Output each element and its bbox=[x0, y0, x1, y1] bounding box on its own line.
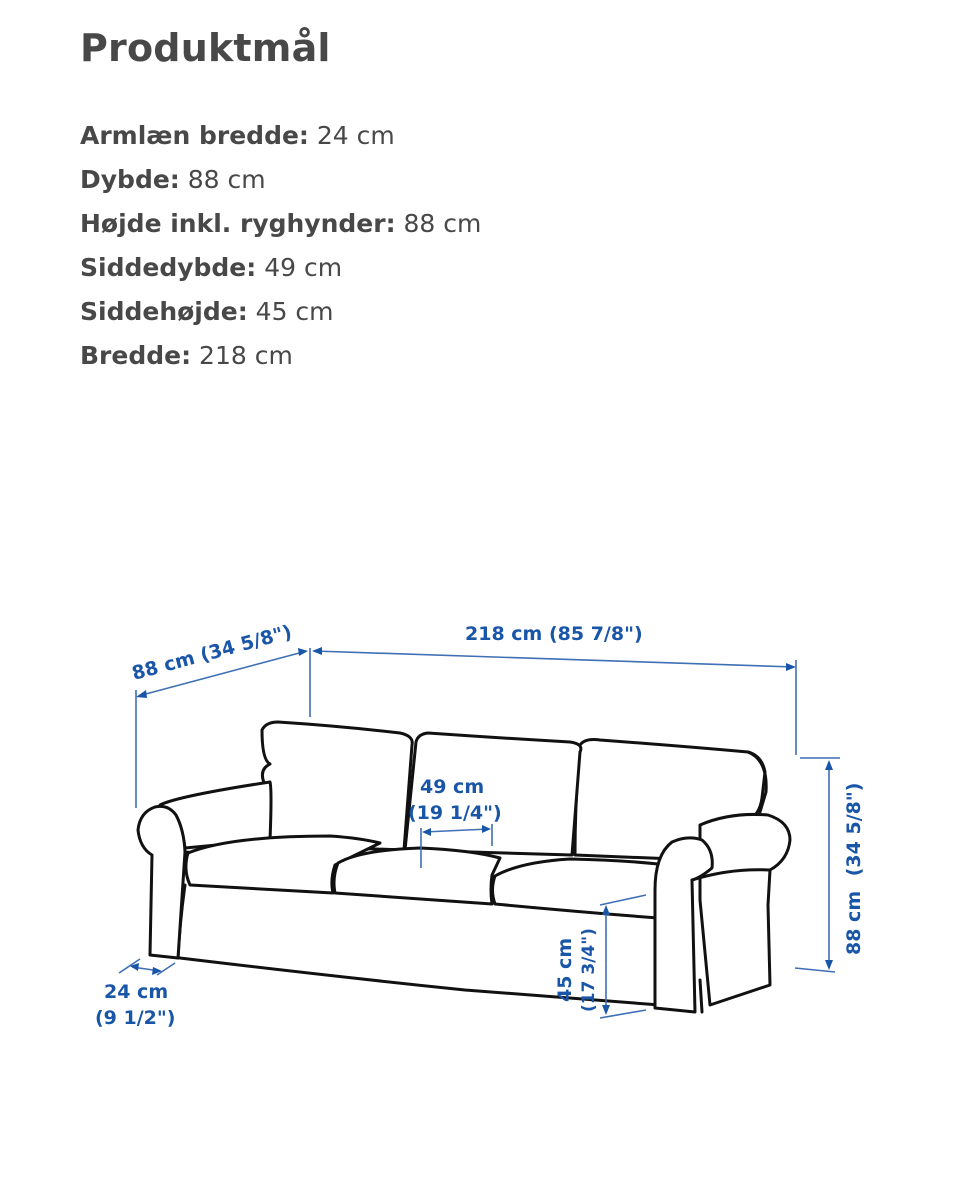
svg-text:88 cm (34 5/8") bbox=[843, 783, 865, 955]
sofa-illustration bbox=[138, 722, 790, 1012]
dimension-spec-list bbox=[80, 114, 481, 378]
spec-label: Dybde: bbox=[80, 165, 180, 194]
spec-value: 24 cm bbox=[316, 121, 395, 150]
spec-value: 45 cm bbox=[255, 297, 334, 326]
spec-height-incl-back-cushions bbox=[80, 202, 481, 246]
spec-label: Højde inkl. ryghynder: bbox=[80, 209, 396, 238]
spec-seat-depth bbox=[80, 246, 481, 290]
spec-armrest-width bbox=[80, 114, 481, 158]
armrest-cm-label: 24 cm bbox=[104, 981, 169, 1003]
spec-width bbox=[80, 334, 481, 378]
seat-height-in-label: (17 3/4") bbox=[579, 928, 599, 1012]
spec-depth bbox=[80, 158, 481, 202]
page-title: Produktmål bbox=[80, 26, 331, 70]
armrest-in-label: (9 1/2") bbox=[95, 1007, 176, 1029]
dimension-armrest-width bbox=[95, 959, 175, 1029]
spec-seat-height bbox=[80, 290, 481, 334]
spec-label: Siddedybde: bbox=[80, 253, 257, 282]
spec-value: 49 cm bbox=[264, 253, 343, 282]
spec-label: Siddehøjde: bbox=[80, 297, 248, 326]
height-in-label: (34 5/8") bbox=[843, 782, 865, 877]
spec-value: 218 cm bbox=[199, 341, 293, 370]
spec-value: 88 cm bbox=[187, 165, 266, 194]
spec-label: Armlæn bredde: bbox=[80, 121, 309, 150]
seat-depth-cm-label: 49 cm bbox=[420, 776, 485, 798]
sofa-dimension-diagram bbox=[0, 560, 960, 1080]
depth-label: 88 cm (34 5/8") bbox=[129, 621, 295, 685]
dimension-height bbox=[795, 758, 865, 972]
spec-label: Bredde: bbox=[80, 341, 192, 370]
width-label: 218 cm (85 7/8") bbox=[465, 623, 643, 645]
spec-value: 88 cm bbox=[403, 209, 482, 238]
seat-depth-in-label: (19 1/4") bbox=[408, 802, 502, 824]
height-cm-label: 88 cm bbox=[843, 890, 865, 955]
seat-height-cm-label: 45 cm bbox=[554, 937, 576, 1002]
